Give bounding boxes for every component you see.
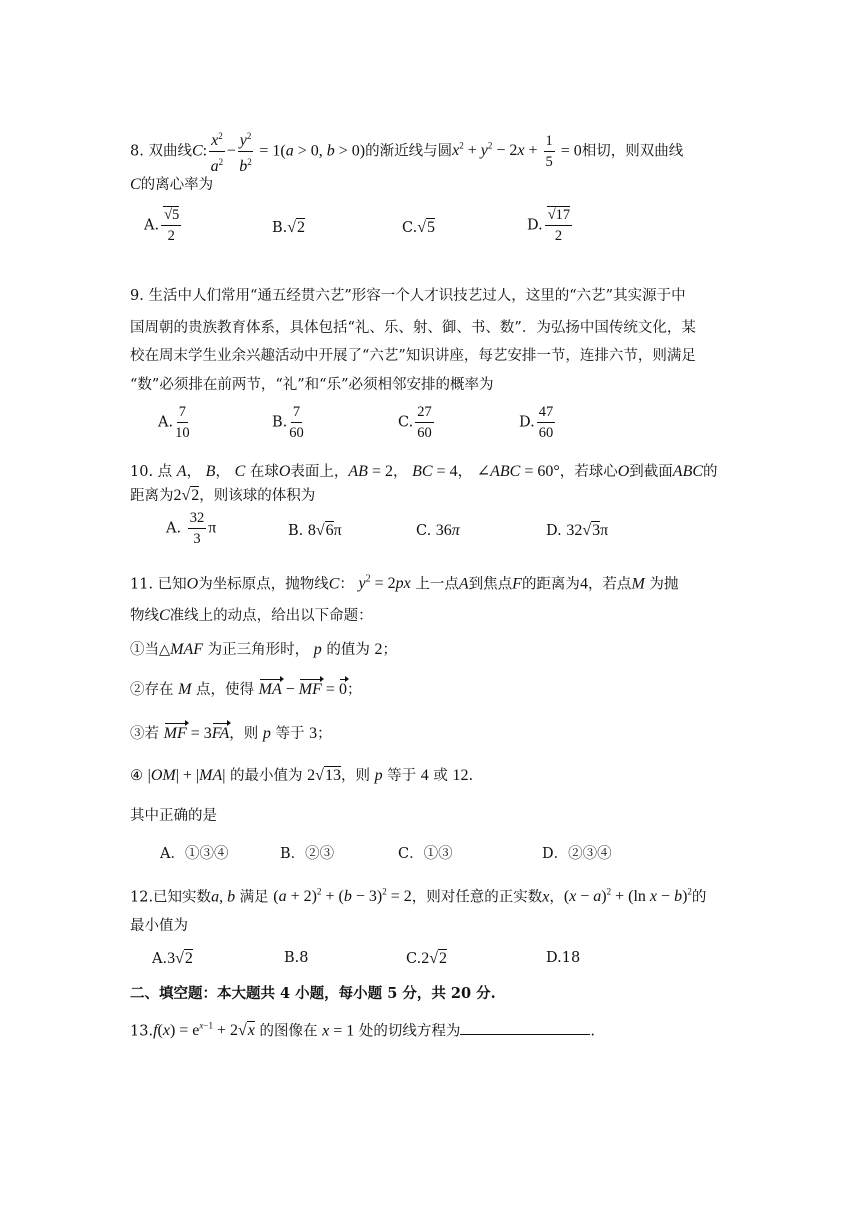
q9-option-b[interactable]: B. $\frac{7}{60}$ [272, 404, 304, 441]
question-9-options [130, 402, 750, 450]
question-11-prompt: 其中正确的是 [130, 808, 217, 824]
question-9-line-3: 校在周末学生业余兴趣活动中开展了“六艺”知识讲座，每艺安排一节，连排六节，则满足 [130, 348, 696, 364]
question-13: $13.f(x) = e^{x-1} + 2√x$ 的图像在 x = 1 处的切线方程为 . [130, 1021, 595, 1040]
question-11-proposition-2: ②存在 M 点，使得 MA − MF = 0； [130, 681, 362, 698]
q9-option-d[interactable]: D. $\frac{47}{60}$ [519, 404, 554, 441]
question-10-line-1: 10. 点 A， B， C 在球O表面上，AB = 2， BC = 4， ∠ABC = 60°，若球心O到截面ABC的 [130, 463, 718, 480]
question-9-line-4: “数”必须排在前两节，“礼”和“乐”必须相邻安排的概率为 [130, 377, 494, 393]
q11-option-d[interactable]: D．②③④ [542, 846, 612, 862]
question-8-options [130, 205, 750, 253]
question-9-line-2: 国周朝的贵族教育体系，具体包括“礼、乐、射、御、书、数”．为弘扬中国传统文化，某 [130, 320, 696, 336]
q10-option-b[interactable]: B. 8√6π [288, 522, 342, 539]
q10-option-c[interactable]: C. 36π [416, 522, 460, 539]
q8-number: 8. 双曲线 [130, 143, 192, 160]
question-8-line-1: 8. 双曲线C: $\frac{x^2}{a^2}$ − $\frac{y^2}{b^2}$ = 1(a > 0, b > 0)的渐近线与圆$x^2 + y^2 - 2x$ + $\frac{1}{5}$ = 0相切，则双曲线 [130, 126, 683, 177]
question-11-line-1: 11. 已知O为坐标原点，抛物线C： $y^2 = 2px$ 上一点A到焦点F的距离为4，若点M 为抛 [130, 574, 679, 593]
question-11-proposition-1: ①当△MAF 为正三角形时， p 的值为 2； [130, 641, 397, 658]
q11-option-c[interactable]: C．①③ [398, 846, 453, 862]
q11-option-a[interactable]: A．①③④ [160, 846, 229, 862]
q8-curve-name: C [191, 142, 203, 160]
q9-option-a[interactable]: A. $\frac{7}{10}$ [158, 404, 190, 441]
q9-option-c[interactable]: C. $\frac{27}{60}$ [398, 404, 432, 441]
q10-option-a[interactable]: A. $\frac{32}{3}$ π [166, 510, 217, 547]
question-12-line-2: 最小值为 [130, 918, 188, 934]
q12-option-b[interactable]: B.8 [284, 950, 309, 966]
question-11-options [130, 842, 750, 866]
question-12-options [130, 950, 750, 974]
question-12-line-1: 12.已知实数a, b 满足 $(a + 2)^2 + (b - 3)^2 = 2$，则对任意的正实数x，$(x - a)^2 + (\ln$ x − b)$^2$的 [130, 887, 707, 906]
question-11-line-2: 物线C准线上的动点，给出以下命题： [130, 607, 373, 624]
question-9-line-1: 9. 生活中人们常用“通五经贯六艺”形容一个人才识技艺过人，这里的“六艺”其实源于中 [130, 288, 686, 304]
q13-answer-blank[interactable] [460, 1020, 590, 1035]
q12-option-c[interactable]: C.2√2 [406, 950, 447, 967]
q12-option-d[interactable]: D.18 [546, 950, 581, 966]
q8-option-a[interactable]: A. $\frac{√5}{2}$ [144, 207, 180, 244]
question-11-proposition-3: ③若 MF = 3FA，则 p 等于 3； [130, 725, 332, 742]
q11-option-b[interactable]: B．②③ [280, 846, 335, 862]
q8-option-b[interactable]: B.√2 [272, 219, 306, 236]
q8-option-d[interactable]: D. $\frac{√17}{2}$ [527, 207, 571, 244]
question-10-line-2: 距离为2√2，则该球的体积为 [130, 487, 316, 504]
question-11-proposition-4: ④ |OM| + |MA| 的最小值为 2√13，则 p 等于 4 或 12. [130, 767, 474, 784]
q8-option-c[interactable]: C.√5 [402, 219, 435, 236]
section-2-heading: 二、填空题：本大题共 4 小题，每小题 5 分，共 20 分. [130, 985, 496, 1002]
q12-option-a[interactable]: A.3√2 [152, 950, 193, 967]
question-10-options [130, 508, 750, 556]
question-8-line-2: C的离心率为 [130, 176, 214, 193]
q10-option-d[interactable]: D. 32√3π [546, 522, 609, 539]
